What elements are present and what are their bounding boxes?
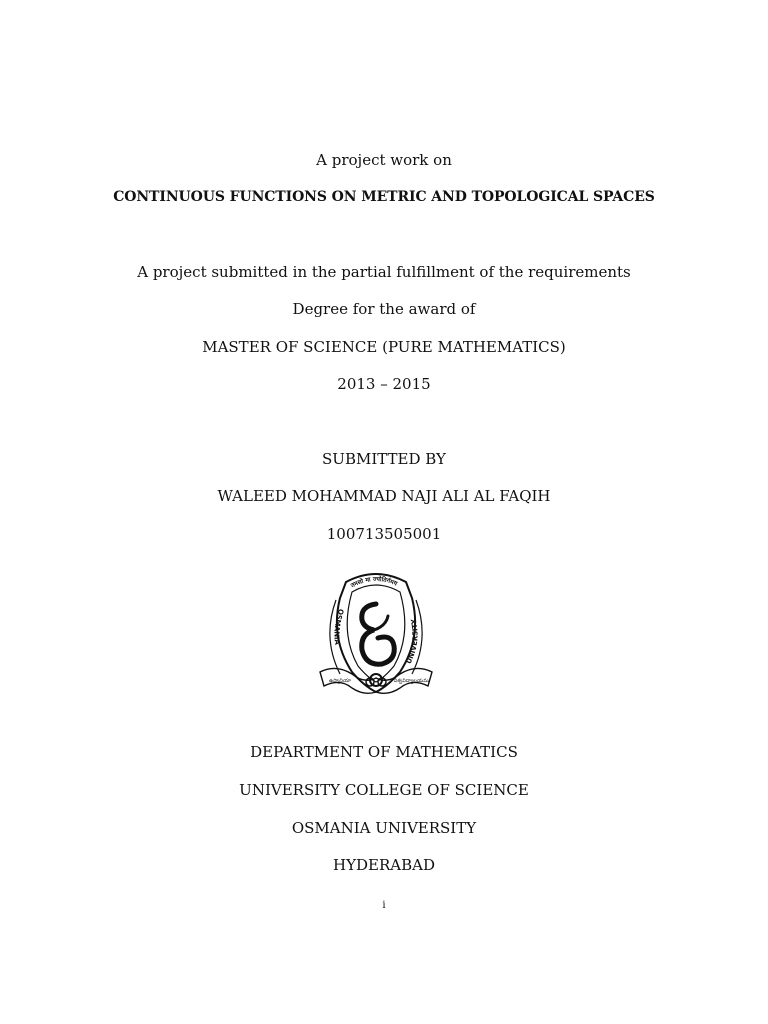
degree-line: Degree for the award of <box>292 300 476 318</box>
degree-name: MASTER OF SCIENCE (PURE MATHEMATICS) <box>202 338 566 356</box>
author-name: WALEED MOHAMMAD NAJI ALI AL FAQIH <box>217 487 551 505</box>
logo-bottom-left: ఉస్మానియా <box>329 678 351 684</box>
academic-years: 2013 – 2015 <box>337 375 431 393</box>
department-name: DEPARTMENT OF MATHEMATICS <box>250 743 518 761</box>
university-name: OSMANIA UNIVERSITY <box>291 819 477 837</box>
logo-top-motto: तमसो मा ज्योतिर्गमय <box>349 575 399 590</box>
page-number: i <box>382 900 386 911</box>
roll-number: 100713505001 <box>326 525 442 543</box>
logo-right-ribbon: UNIVERSITY <box>404 618 420 666</box>
project-title: CONTINUOUS FUNCTIONS ON METRIC AND TOPOLOGICAL SPACES <box>113 189 655 205</box>
svg-text:OSMANIA <box>332 608 345 646</box>
college-name: UNIVERSITY COLLEGE OF SCIENCE <box>239 781 529 799</box>
svg-text:UNIVERSITY <box>405 617 420 665</box>
submission-statement: A project submitted in the partial fulfillment of the requirements <box>137 263 631 281</box>
logo-bottom-right: విశ్వవిద్యాలయము <box>393 678 431 684</box>
submitted-by-label: SUBMITTED BY <box>322 450 446 468</box>
intro-line: A project work on <box>316 151 452 169</box>
logo-left-ribbon: OSMANIA <box>332 607 346 646</box>
city-name: HYDERABAD <box>333 856 435 874</box>
university-emblem-icon <box>316 568 436 703</box>
